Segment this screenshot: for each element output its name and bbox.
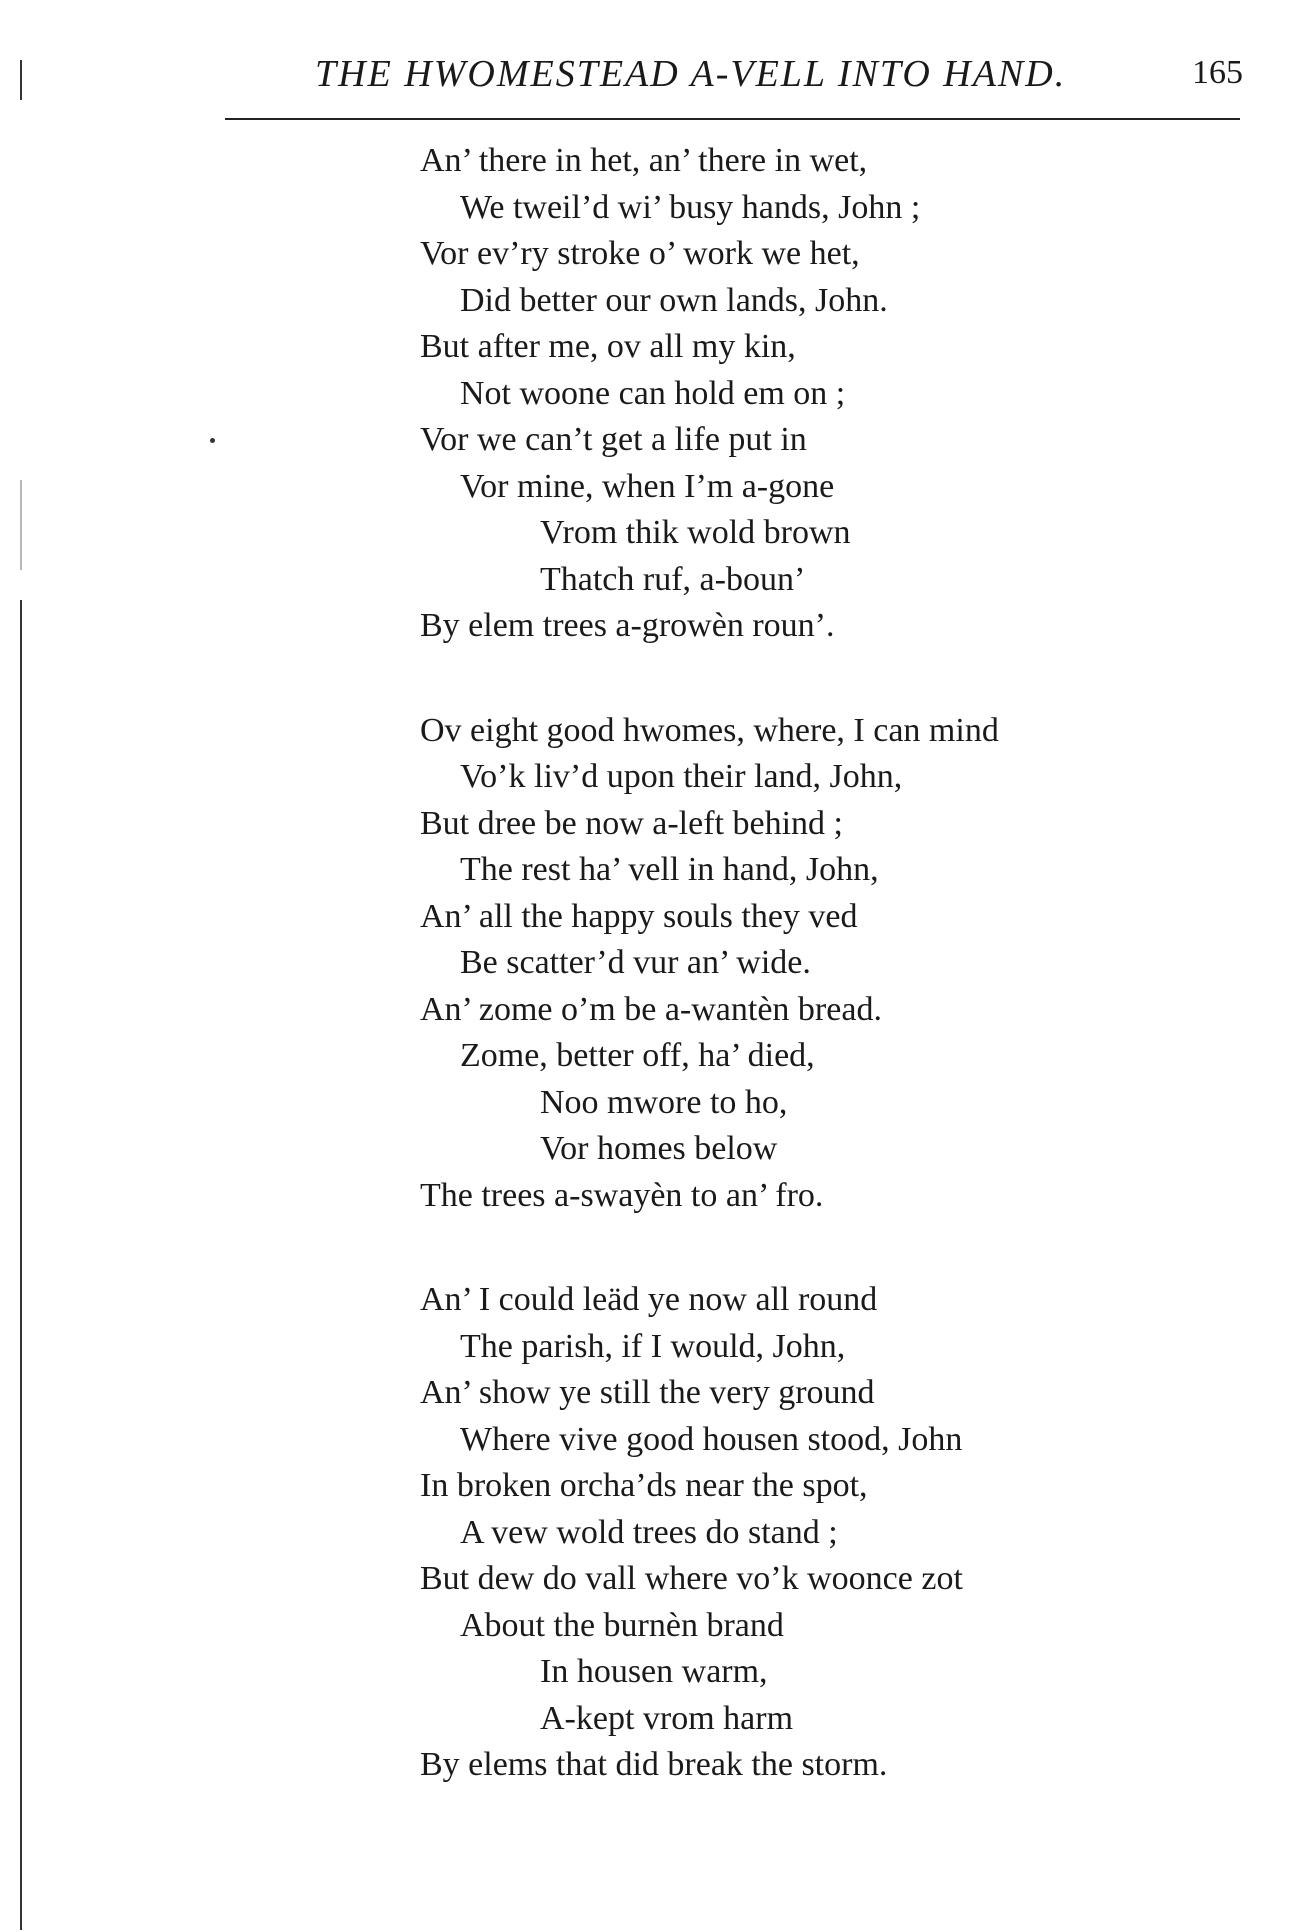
- verse-line: Vo’k liv’d upon their land, John,: [460, 758, 903, 795]
- verse-line: Be scatter’d vur an’ wide.: [460, 944, 811, 981]
- verse-line: Vor we can’t get a life put in: [420, 421, 807, 458]
- verse-line: But after me, ov all my kin,: [420, 328, 796, 365]
- verse-line: In housen warm,: [540, 1653, 768, 1690]
- verse-line: Not woone can hold em on ;: [460, 374, 846, 412]
- stanza-2: [420, 708, 1240, 1220]
- verse-line: But dree be now a-left behind ;: [420, 804, 843, 842]
- verse-line: Thatch ruf, a-boun’: [540, 560, 806, 598]
- gutter-edge-mark: [20, 600, 22, 1930]
- verse-line: The rest ha’ vell in hand, John,: [460, 851, 879, 888]
- verse-line: An’ all the happy souls they ved: [420, 897, 858, 935]
- header-rule: [225, 118, 1240, 120]
- verse-line: But dew do vall where vo’k woonce zot: [420, 1560, 963, 1597]
- gutter-edge-mark: [20, 480, 22, 570]
- running-head: [225, 52, 1255, 112]
- verse-line: Did better our own lands, John.: [460, 281, 888, 319]
- verse-line: The parish, if I would, John,: [460, 1327, 846, 1365]
- verse-line: Where vive good housen stood, John: [460, 1420, 963, 1458]
- running-title: THE HWOMESTEAD A-VELL INTO HAND.: [315, 53, 1067, 95]
- verse-line: In broken orcha’ds near the spot,: [420, 1467, 868, 1504]
- verse-line: By elems that did break the storm.: [420, 1746, 888, 1783]
- verse-line: An’ I could leäd ye now all round: [420, 1281, 878, 1318]
- stanza-1: [420, 138, 1240, 650]
- verse-line: An’ zome o’m be a-wantèn bread.: [420, 990, 882, 1028]
- stanza-3: [420, 1277, 1240, 1789]
- verse-line: By elem trees a-growèn roun’.: [420, 607, 835, 644]
- verse-line: Vrom thik wold brown: [540, 514, 851, 551]
- verse-line: Vor ev’ry stroke o’ work we het,: [420, 235, 860, 272]
- verse-line: Vor homes below: [540, 1130, 778, 1167]
- page-number: 165: [1192, 54, 1243, 91]
- margin-speck: [210, 438, 215, 443]
- verse-line: About the burnèn brand: [460, 1606, 784, 1644]
- verse-line: Zome, better off, ha’ died,: [460, 1037, 815, 1074]
- verse-line: Ov eight good hwomes, where, I can mind: [420, 711, 999, 749]
- verse-line: An’ there in het, an’ there in wet,: [420, 142, 868, 179]
- verse-line: We tweil’d wi’ busy hands, John ;: [460, 188, 921, 226]
- poem: [420, 138, 1240, 1847]
- verse-line: An’ show ye still the very ground: [420, 1374, 875, 1411]
- verse-line: A-kept vrom harm: [540, 1699, 794, 1737]
- gutter-edge-mark: [20, 60, 22, 100]
- verse-line: Noo mwore to ho,: [540, 1083, 788, 1121]
- verse-line: Vor mine, when I’m a-gone: [460, 467, 835, 505]
- verse-line: A vew wold trees do stand ;: [460, 1513, 838, 1551]
- verse-line: The trees a-swayèn to an’ fro.: [420, 1176, 824, 1214]
